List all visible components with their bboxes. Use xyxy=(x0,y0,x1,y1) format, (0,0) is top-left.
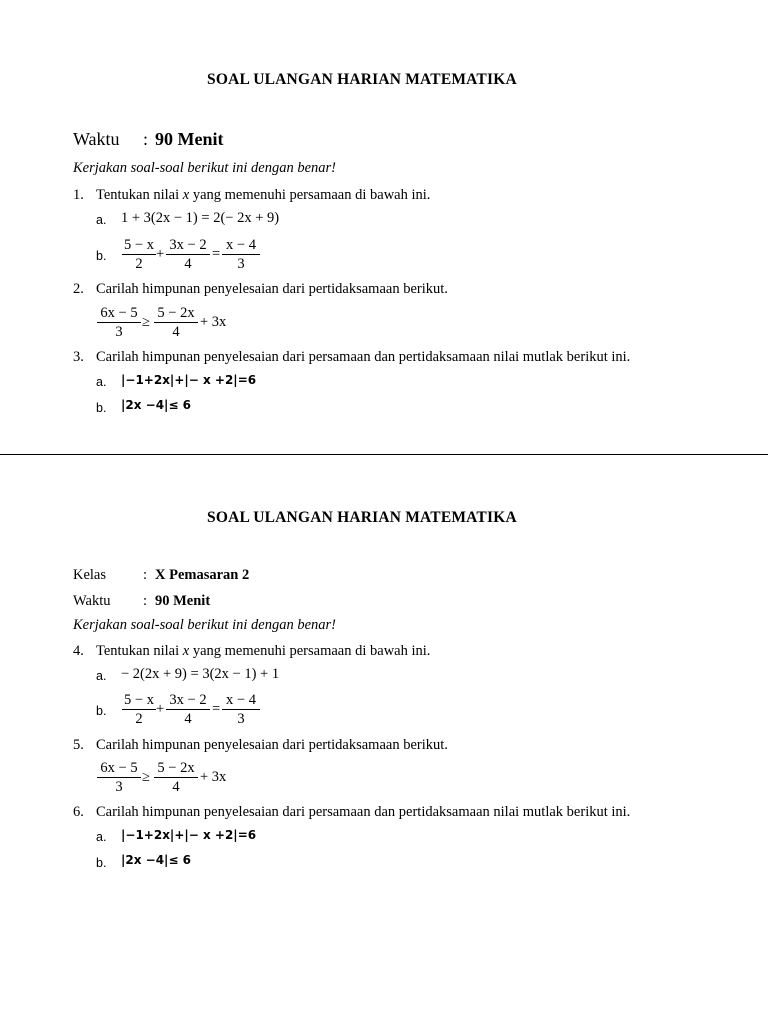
q4-text: Tentukan nilai x yang memenuhi persamaan di bawah ini. xyxy=(96,643,431,659)
sheet2-waktu-value: 90 Menit xyxy=(155,593,211,609)
q1-b-label: b. xyxy=(96,249,107,263)
q5-number: 5. xyxy=(73,737,84,753)
q3-number: 3. xyxy=(73,349,84,365)
sheet2-waktu-colon: : xyxy=(143,593,148,609)
q4-a-equation: − 2(2x + 9) = 3(2x − 1) + 1 xyxy=(121,666,280,682)
q4-b-fraction-3: x − 4 3 xyxy=(219,692,263,727)
q1-number: 1. xyxy=(73,187,84,203)
sheet2-waktu-label: Waktu xyxy=(73,593,111,609)
q1-b-plus: + xyxy=(156,246,165,262)
q3-a-label: a. xyxy=(96,375,107,389)
q4-a-label: a. xyxy=(96,669,107,683)
sheet1-waktu-label: Waktu xyxy=(73,129,120,149)
q6-a-label: a. xyxy=(96,830,107,844)
sheet2-kelas-label: Kelas xyxy=(73,567,107,583)
sheet1-waktu-value: 90 Menit xyxy=(155,129,224,149)
q3-b-equation: |2x −4|≤ 6 xyxy=(121,398,192,412)
q1-a-equation: 1 + 3(2x − 1) = 2(− 2x + 9) xyxy=(121,210,280,226)
q5-geq: ≥ xyxy=(142,769,150,785)
q4-b-label: b. xyxy=(96,704,107,718)
q6-b-label: b. xyxy=(96,856,107,870)
q1-b-fraction-2: 3x − 2 4 xyxy=(166,237,210,272)
sheet1-title: SOAL ULANGAN HARIAN MATEMATIKA xyxy=(207,71,517,88)
q5-fraction-1: 6x − 5 3 xyxy=(97,760,141,795)
q2-geq: ≥ xyxy=(142,314,150,330)
q3-text: Carilah himpunan penyelesaian dari persamaan dan pertidaksamaan nilai mutlak berikut ini. xyxy=(96,349,631,365)
q1-b-fraction-1: 5 − x 2 xyxy=(117,237,161,272)
sheet-divider xyxy=(0,454,768,455)
q4-b-fraction-2: 3x − 2 4 xyxy=(166,692,210,727)
q1-text: Tentukan nilai x yang memenuhi persamaan di bawah ini. xyxy=(96,187,431,203)
q5-fraction-2: 5 − 2x 4 xyxy=(154,760,198,795)
q4-b-fraction-1: 5 − x 2 xyxy=(117,692,161,727)
q3-b-label: b. xyxy=(96,401,107,415)
sheet1-instruction: Kerjakan soal-soal berikut ini dengan benar! xyxy=(73,160,336,176)
q6-text: Carilah himpunan penyelesaian dari persamaan dan pertidaksamaan nilai mutlak berikut ini. xyxy=(96,804,631,820)
q1-b-equals: = xyxy=(212,246,221,262)
q1-b-fraction-3: x − 4 3 xyxy=(219,237,263,272)
q4-b-plus: + xyxy=(156,701,165,717)
sheet2-kelas-value: X Pemasaran 2 xyxy=(155,567,250,583)
q6-b-equation: |2x −4|≤ 6 xyxy=(121,853,192,867)
sheet2-instruction: Kerjakan soal-soal berikut ini dengan benar! xyxy=(73,617,336,633)
sheet2-title: SOAL ULANGAN HARIAN MATEMATIKA xyxy=(207,509,517,526)
q1-a-label: a. xyxy=(96,213,107,227)
q3-a-equation: |−1+2x|+|− x +2|=6 xyxy=(121,373,257,387)
q2-fraction-1: 6x − 5 3 xyxy=(97,305,141,340)
sheet1-waktu-colon: : xyxy=(143,129,149,149)
q4-b-equals: = xyxy=(212,701,221,717)
q6-number: 6. xyxy=(73,804,84,820)
q5-text: Carilah himpunan penyelesaian dari pertidaksamaan berikut. xyxy=(96,737,448,753)
q2-tail: + 3x xyxy=(200,314,227,330)
q2-number: 2. xyxy=(73,281,84,297)
q4-number: 4. xyxy=(73,643,84,659)
q6-a-equation: |−1+2x|+|− x +2|=6 xyxy=(121,828,257,842)
q5-tail: + 3x xyxy=(200,769,227,785)
sheet2-kelas-colon: : xyxy=(143,567,148,583)
q2-text: Carilah himpunan penyelesaian dari pertidaksamaan berikut. xyxy=(96,281,448,297)
q2-fraction-2: 5 − 2x 4 xyxy=(154,305,198,340)
